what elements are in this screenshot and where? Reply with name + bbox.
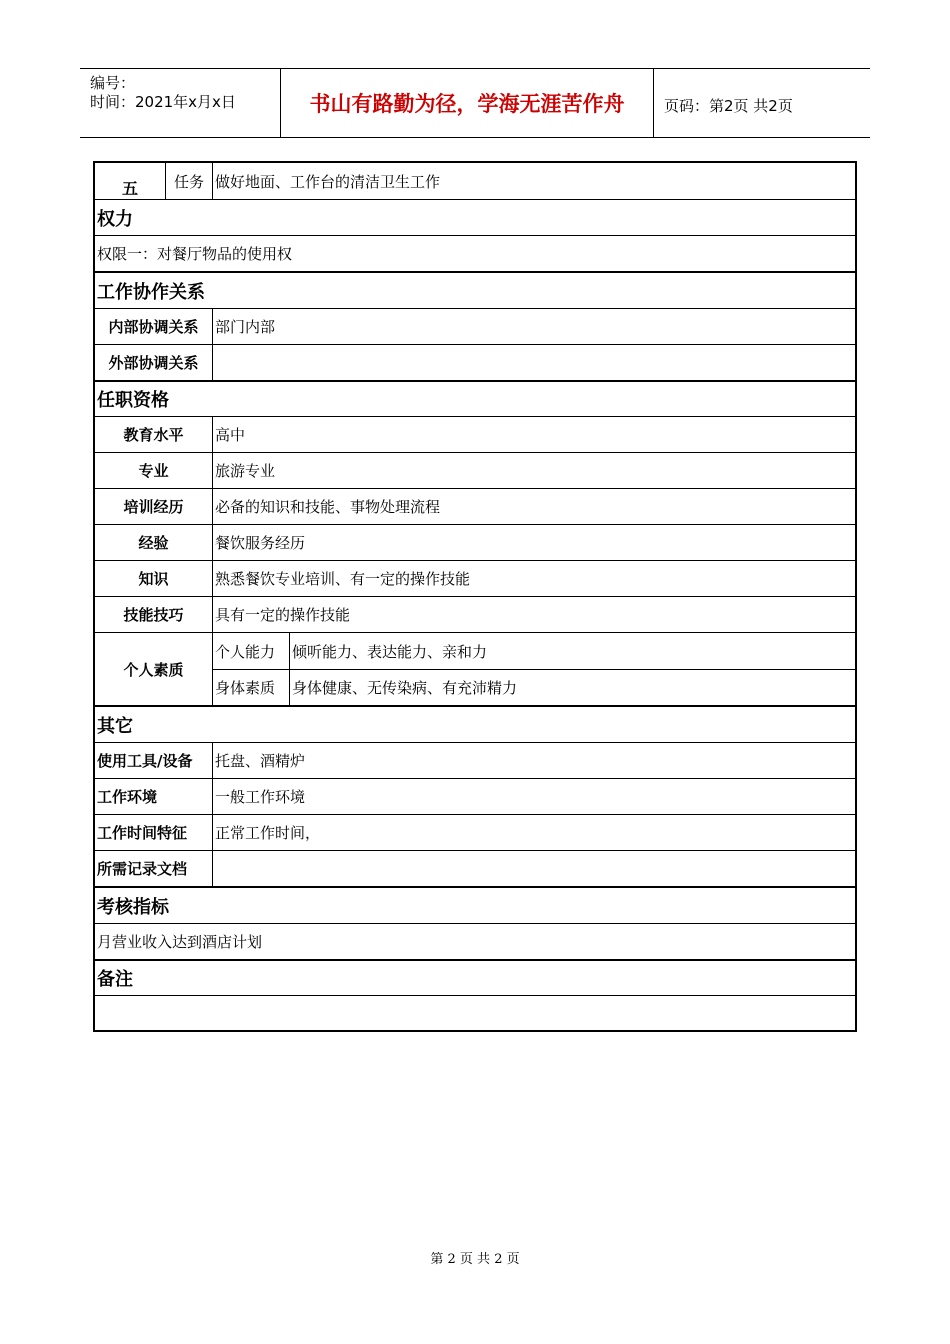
other-title: 其它	[97, 715, 133, 737]
training-value: 必备的知识和技能、事物处理流程	[212, 489, 855, 524]
major-row	[95, 453, 855, 489]
training-row	[95, 489, 855, 525]
skills-value: 具有一定的操作技能	[212, 597, 855, 632]
tools-row	[95, 743, 855, 779]
authority-title: 权力	[97, 208, 133, 230]
authority-section-row	[95, 200, 855, 236]
authority-content-row	[95, 236, 855, 273]
remarks-title: 备注	[97, 969, 133, 990]
documents-value	[212, 851, 855, 886]
authority-text: 权限一：对餐厅物品的使用权	[97, 245, 293, 263]
environment-row	[95, 779, 855, 815]
education-row	[95, 417, 855, 453]
remarks-section-row	[95, 961, 855, 996]
tools-value: 托盘、酒精炉	[212, 743, 855, 778]
ability-label: 个人能力	[215, 642, 276, 661]
task-text: 做好地面、工作台的清洁卫生工作	[212, 163, 855, 199]
education-label: 教育水平	[123, 426, 184, 444]
personal-quality-label: 个人素质	[123, 660, 184, 679]
assessment-text: 月营业收入达到酒店计划	[97, 933, 263, 951]
work-time-value: 正常工作时间，	[212, 815, 855, 850]
skills-row	[95, 597, 855, 633]
training-label: 培训经历	[123, 498, 184, 516]
personal-quality-row	[95, 633, 855, 707]
documents-row	[95, 851, 855, 888]
assessment-section-row	[95, 888, 855, 924]
major-value: 旅游专业	[212, 453, 855, 488]
job-description-table	[93, 161, 857, 1032]
skills-label: 技能技巧	[123, 606, 184, 624]
work-time-row	[95, 815, 855, 851]
tools-label: 使用工具/设备	[97, 752, 193, 770]
internal-cooperation-label: 内部协调关系	[108, 318, 199, 336]
remarks-text	[95, 996, 855, 1030]
physical-value: 身体健康、无传染病、有充沛精力	[289, 669, 855, 705]
qualification-title: 任职资格	[97, 390, 169, 411]
documents-label: 所需记录文档	[97, 860, 188, 878]
ability-value: 倾听能力、表达能力、亲和力	[289, 633, 855, 669]
knowledge-row	[95, 561, 855, 597]
major-label: 专业	[138, 462, 169, 480]
external-cooperation-row	[95, 345, 855, 382]
qualification-section-row	[95, 382, 855, 417]
knowledge-label: 知识	[138, 570, 169, 588]
physical-label: 身体素质	[215, 678, 276, 697]
knowledge-value: 熟悉餐饮专业培训、有一定的操作技能	[212, 561, 855, 596]
task-label: 任务	[165, 163, 212, 199]
experience-value: 餐饮服务经历	[212, 525, 855, 560]
environment-label: 工作环境	[97, 788, 158, 806]
physical-subrow	[212, 669, 855, 705]
external-cooperation-label: 外部协调关系	[108, 354, 199, 372]
header-page-number: 页码：第2页 共2页	[664, 97, 793, 115]
header-meta	[80, 69, 281, 137]
page-header	[80, 68, 870, 138]
education-value: 高中	[212, 417, 855, 452]
page-footer: 第 2 页 共 2 页	[430, 1252, 520, 1267]
internal-cooperation-row	[95, 309, 855, 345]
environment-value: 一般工作环境	[212, 779, 855, 814]
internal-cooperation-value: 部门内部	[212, 309, 855, 344]
cooperation-title: 工作协作关系	[97, 281, 205, 303]
remarks-content-row	[95, 996, 855, 1030]
work-time-label: 工作时间特征	[97, 824, 188, 842]
task-index: 五	[121, 179, 138, 198]
date-label: 时间：2021年x月x日	[90, 93, 236, 111]
experience-row	[95, 525, 855, 561]
other-section-row	[95, 707, 855, 743]
task-row	[95, 163, 855, 200]
ability-subrow	[212, 633, 855, 670]
header-motto: 书山有路勤为径，学海无涯苦作舟	[281, 69, 654, 137]
cooperation-section-row	[95, 273, 855, 309]
experience-label: 经验	[138, 534, 169, 552]
assessment-content-row	[95, 924, 855, 961]
code-label: 编号：	[90, 74, 136, 92]
external-cooperation-value	[212, 345, 855, 380]
assessment-title: 考核指标	[97, 896, 169, 918]
